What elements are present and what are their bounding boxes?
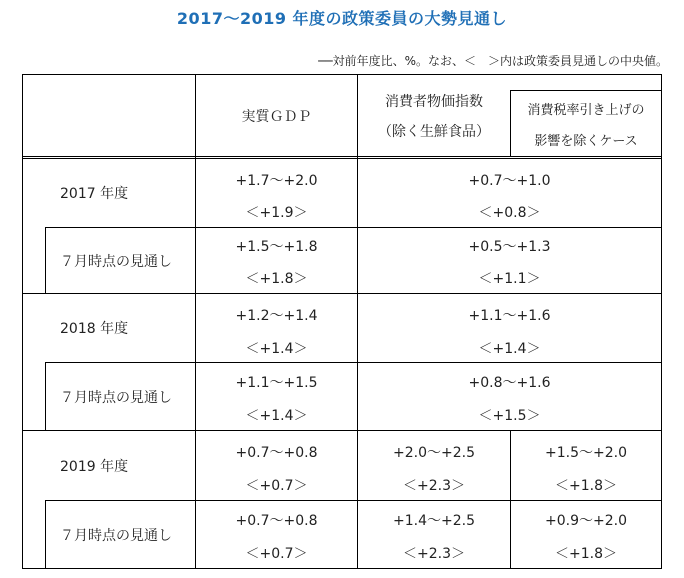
cpi-range: +1.4～+2.5 (393, 513, 475, 529)
gdp-median: ＜+1.4＞ (245, 408, 308, 424)
table-note: ──対前年度比、%。なお、＜ ＞内は政策委員見通しの中央値。 (318, 54, 668, 68)
cpi-median: ＜+1.5＞ (478, 408, 541, 424)
table-right-border (661, 74, 662, 569)
gdp-range: +0.7～+0.8 (235, 445, 318, 461)
cpi-median: ＜+2.3＞ (403, 546, 465, 562)
excl-range: +1.5～+2.0 (545, 445, 627, 461)
gdp-median: ＜+0.7＞ (245, 478, 308, 494)
header-double-border (22, 158, 662, 159)
excl-median: ＜+1.8＞ (555, 546, 617, 562)
header-bottom-border (22, 156, 662, 157)
cpi-median: ＜+2.3＞ (403, 478, 465, 494)
row-label: 2019 年度 (60, 458, 129, 475)
header-cpi-sub: （除く生鮮食品） (378, 124, 490, 140)
cpi-range: +0.7～+1.0 (468, 173, 551, 189)
gdp-median: ＜+0.7＞ (245, 546, 308, 562)
cpi-range: +2.0～+2.5 (393, 445, 475, 461)
cpi-median: ＜+1.1＞ (478, 271, 541, 287)
indent-line (45, 227, 46, 293)
cpi-median: ＜+0.8＞ (478, 205, 541, 221)
gdp-median: ＜+1.8＞ (245, 271, 308, 287)
header-excl-line2: 影響を除くケース (534, 133, 638, 149)
gdp-range: +1.2～+1.4 (235, 308, 318, 324)
gdp-range: +1.7～+2.0 (235, 173, 318, 189)
cpi-range: +0.5～+1.3 (468, 239, 551, 255)
row-label: 2017 年度 (60, 186, 129, 202)
gdp-range: +1.5～+1.8 (235, 239, 318, 255)
gdp-median: ＜+1.4＞ (245, 341, 308, 357)
indent-line (45, 362, 46, 430)
excl-range: +0.9～+2.0 (545, 513, 627, 529)
header-excl-line1: 消費税率引き上げの (527, 102, 645, 118)
indent-line (45, 500, 46, 568)
row-label: ７月時点の見通し (60, 389, 172, 406)
gdp-median: ＜+1.9＞ (245, 205, 308, 221)
table-bottom-border (22, 568, 662, 569)
excl-median: ＜+1.8＞ (555, 478, 617, 494)
table-left-border (22, 74, 23, 569)
row-label: ７月時点の見通し (60, 253, 172, 270)
row-label: ７月時点の見通し (60, 527, 172, 544)
page-title: 2017～2019 年度の政策委員の大勢見通し (176, 9, 508, 28)
cpi-range: +0.8～+1.6 (468, 375, 551, 391)
header-cpi: 消費者物価指数 (385, 94, 483, 110)
gdp-range: +1.1～+1.5 (235, 375, 318, 391)
header-gdp: 実質ＧＤＰ (241, 108, 312, 125)
subheader-top-border (510, 90, 662, 91)
gdp-range: +0.7～+0.8 (235, 513, 318, 529)
row-label: 2018 年度 (60, 321, 129, 337)
cpi-range: +1.1～+1.6 (468, 308, 551, 324)
cpi-median: ＜+1.4＞ (478, 341, 541, 357)
